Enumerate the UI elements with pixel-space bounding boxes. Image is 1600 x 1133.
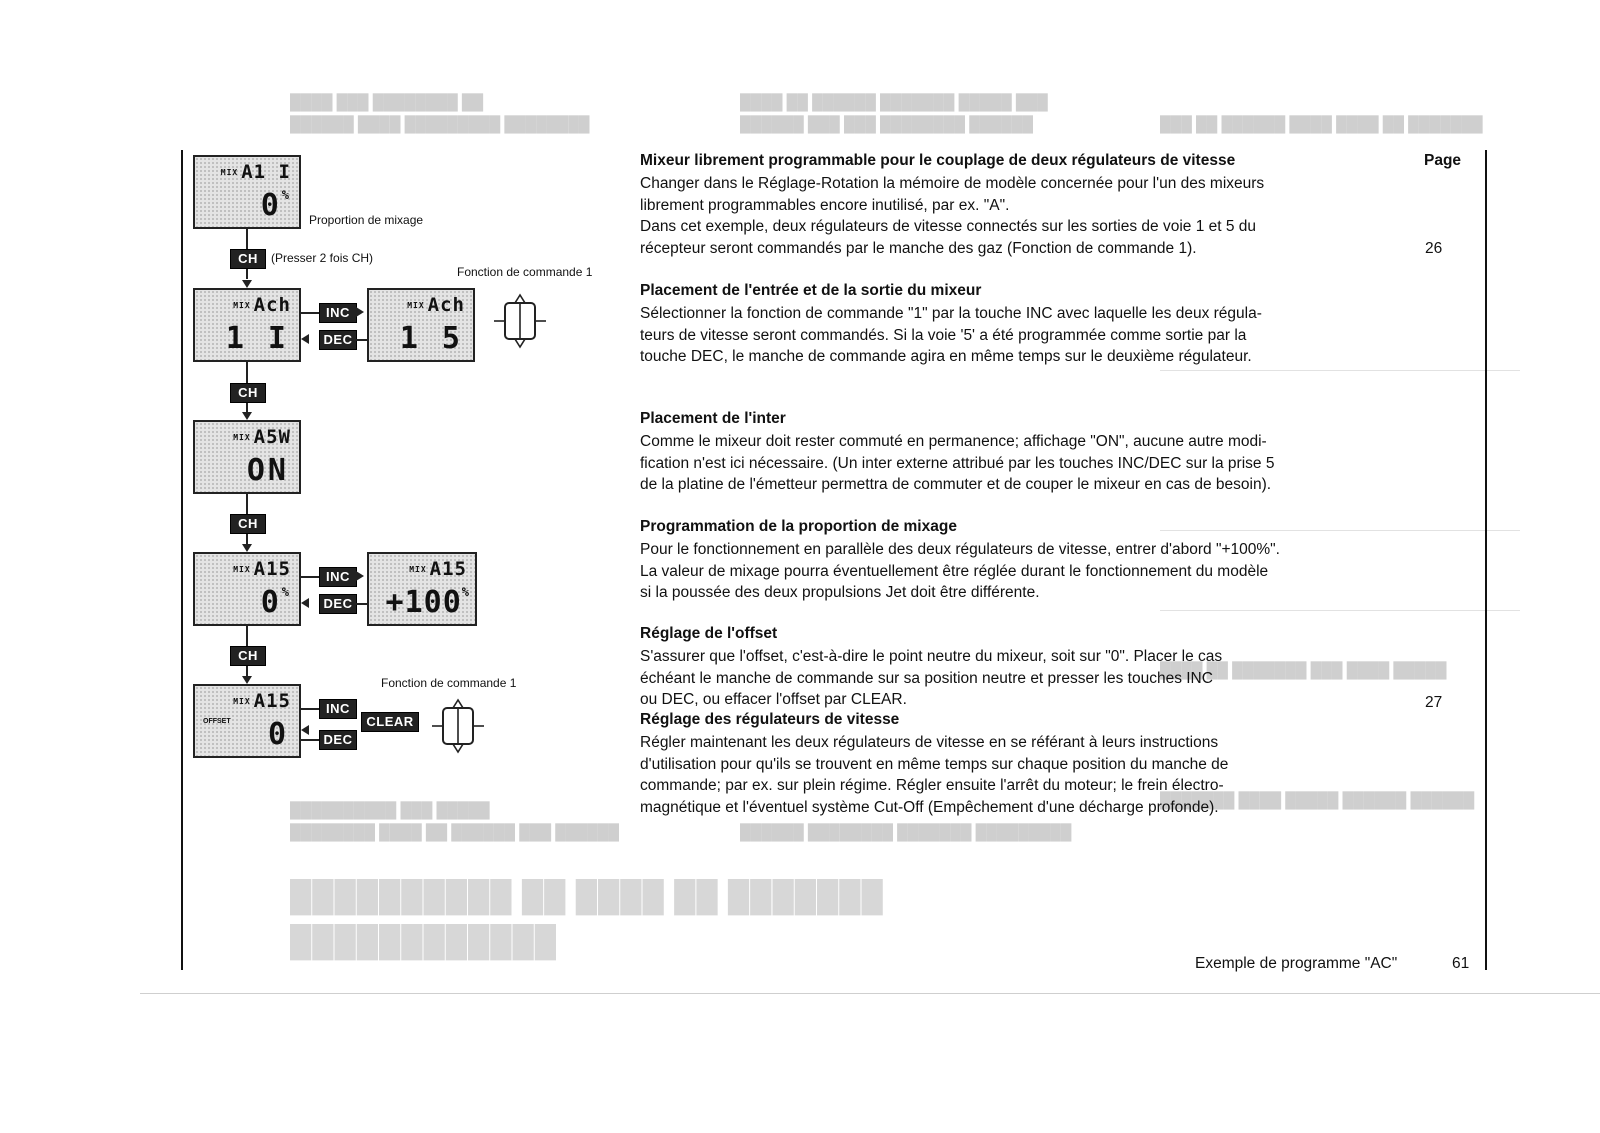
flow-arrow	[301, 334, 309, 344]
section-body-speed-controllers	[640, 732, 1420, 818]
page-ref-27: 27	[1425, 694, 1443, 711]
ghost-text: ████ ██ ███████ ███ ████ █████	[1160, 662, 1447, 679]
ghost-text: ██████ ████████ ███████ █████████	[740, 824, 1072, 841]
press-twice-note: (Presser 2 fois CH)	[271, 251, 374, 265]
lcd-value-text: 0	[267, 717, 289, 752]
text-line: Dans cet exemple, deux régulateurs de vitesse connectés sur les sorties de voie 1 et 5 du	[640, 218, 1257, 235]
ghost-text: ██████ ███ ███ ████████ ██████	[740, 116, 1033, 133]
flow-arrow	[356, 571, 364, 581]
ghost-rule	[1160, 530, 1520, 531]
page-ref-26: 26	[1425, 240, 1443, 257]
dec-key[interactable]: DEC	[319, 330, 357, 350]
lcd-value	[400, 321, 463, 356]
lcd-top	[233, 558, 291, 580]
text-line: Comme le mixeur doit rester commuté en permanence; affichage "ON", aucune autre modi-	[640, 433, 1267, 450]
lcd-value	[261, 585, 289, 620]
ghost-text: ███████ ████ █████ ██████ ██████	[1160, 792, 1475, 809]
mix-tag: MIX	[233, 697, 251, 706]
text-line: si la poussée des deux propulsions Jet doit être différente.	[640, 584, 1040, 601]
mix-tag: MIX	[233, 301, 251, 310]
flow-line	[301, 708, 319, 710]
mix-tag: MIX	[220, 168, 239, 177]
lcd-mix-value	[193, 552, 301, 626]
flow-arrow	[356, 307, 364, 317]
section-body-proportion	[640, 539, 1420, 604]
inc-key[interactable]: INC	[319, 303, 357, 323]
dec-key[interactable]: DEC	[319, 594, 357, 614]
lcd-top	[233, 426, 291, 448]
section-body-switch	[640, 431, 1420, 496]
lcd-unit: %	[281, 188, 289, 202]
text-line: récepteur seront commandés par le manche des gaz (Fonction de commande 1).	[640, 239, 1197, 257]
lcd-top	[409, 558, 467, 580]
flow-arrow	[301, 725, 309, 735]
text-line: Changer dans le Réglage-Rotation la mémoire de modèle concernée pour l'un des mixeurs	[640, 175, 1265, 192]
lcd-top	[221, 161, 291, 183]
lcd-value	[247, 453, 289, 488]
text-line: magnétique et l'éventuel système Cut-Off (Empêchement d'une décharge profonde).	[640, 798, 1219, 816]
ghost-text: ████ ██ ██████ ███████ █████ ███	[740, 94, 1048, 111]
flow-line	[355, 339, 367, 341]
clear-key[interactable]: CLEAR	[361, 712, 419, 732]
text-line: librement programmables encore inutilisé, par ex. "A".	[640, 196, 1010, 214]
flow-arrow	[242, 412, 252, 420]
ghost-heading: ████████████	[290, 926, 558, 959]
lcd-top-text: A15	[429, 558, 467, 580]
text-line: teurs de vitesse seront commandés. Si la voie '5' a été programmée comme sortie par la	[640, 326, 1247, 344]
lcd-value	[261, 188, 289, 223]
ghost-text: ████████ ████ ██ ██████ ███ ██████	[290, 824, 620, 841]
flow-line	[301, 739, 319, 741]
ghost-text: ████ ███ ████████ ██	[290, 94, 484, 111]
text-line: Pour le fonctionnement en parallèle des deux régulateurs de vitesse, entrer d'abord "+100%".	[640, 541, 1280, 558]
lcd-offset-tag: OFFSET	[203, 718, 231, 725]
flow-arrow	[301, 598, 309, 608]
lcd-top	[407, 294, 465, 316]
lcd-top-text: Ach	[253, 294, 291, 316]
text-line: échéant le manche de commande sur sa position neutre et presser les touches INC	[640, 669, 1213, 687]
flow-arrow	[242, 676, 252, 684]
lcd-value-text: +100	[385, 585, 462, 620]
text-line: d'utilisation pour qu'ils se trouvent en même temps sur chaque position du manche de	[640, 755, 1229, 773]
footer-title: Exemple de programme "AC"	[1195, 955, 1398, 972]
lcd-mix-output	[367, 288, 475, 362]
text-line: touche DEC, le manche de commande agira en même temps sur le deuxième régulateur.	[640, 348, 1252, 365]
lcd-mix-proportion	[193, 155, 301, 229]
section-title-proportion: Programmation de la proportion de mixage	[640, 518, 957, 535]
section-title-offset: Réglage de l'offset	[640, 625, 778, 642]
lcd-unit: %	[461, 585, 469, 599]
lcd-top-text: A1 I	[241, 161, 291, 183]
inc-key[interactable]: INC	[319, 699, 357, 719]
page-column-header: Page	[1424, 152, 1462, 169]
text-line: de la platine de l'émetteur permettra de commuter et de couper le mixeur en cas de besoin).	[640, 476, 1272, 493]
flow-line	[355, 603, 367, 605]
flow-arrow	[242, 280, 252, 288]
proportion-caption: Proportion de mixage	[309, 213, 424, 227]
dec-key[interactable]: DEC	[319, 730, 357, 750]
text-line: La valeur de mixage pourra éventuellement être réglée durant le fonctionnement du modèle	[640, 562, 1269, 580]
lcd-mix-input	[193, 288, 301, 362]
text-line: Régler maintenant les deux régulateurs de vitesse en se référant à leurs instructions	[640, 734, 1219, 751]
stick-function-icon	[430, 698, 486, 754]
lcd-top-text: A15	[253, 690, 291, 712]
lcd-top-text: Ach	[427, 294, 465, 316]
mix-tag: MIX	[233, 433, 251, 442]
text-line: commande; par ex. sur plein régime. Régler ensuite l'arrêt du moteur; le frein électro-	[640, 777, 1224, 794]
text-line: Sélectionner la fonction de commande "1" par la touche INC avec laquelle les deux régula-	[640, 305, 1262, 322]
lcd-value	[226, 321, 289, 356]
ch-key[interactable]: CH	[230, 383, 266, 403]
flow-arrow	[242, 544, 252, 552]
ch-key[interactable]: CH	[230, 646, 266, 666]
section-title-mixer: Mixeur librement programmable pour le couplage de deux régulateurs de vitesse	[640, 152, 1236, 169]
ghost-heading: ██████████ ██ ████ ██ ███████	[290, 881, 884, 914]
left-margin-line	[181, 150, 183, 970]
section-body-offset	[640, 646, 1420, 711]
section-title-switch: Placement de l'inter	[640, 410, 786, 427]
lcd-mix-offset	[193, 684, 301, 758]
footer-page-number: 61	[1452, 955, 1470, 972]
mix-tag: MIX	[409, 565, 427, 574]
right-margin-line	[1485, 150, 1487, 970]
ch-key[interactable]: CH	[230, 249, 266, 269]
lcd-value-text: 1 I	[225, 321, 289, 356]
ghost-rule	[1160, 370, 1520, 371]
lcd-value-text: 1 5	[399, 321, 463, 356]
bottom-edge-rule	[140, 993, 1600, 994]
lcd-mix-switch	[193, 420, 301, 494]
fonction-label-1: Fonction de commande 1	[457, 265, 593, 279]
flow-line	[301, 312, 319, 314]
lcd-value-text: 0	[260, 188, 282, 223]
flow-line	[301, 576, 319, 578]
lcd-value	[386, 585, 469, 620]
mix-tag: MIX	[233, 565, 251, 574]
ghost-rule	[1160, 610, 1520, 611]
ghost-text: ██████████ ███ █████	[290, 802, 490, 819]
lcd-top	[233, 294, 291, 316]
ghost-text: ██████ ████ █████████ ████████	[290, 116, 590, 133]
lcd-mix-value-set	[367, 552, 477, 626]
inc-key[interactable]: INC	[319, 567, 357, 587]
lcd-value	[268, 717, 289, 752]
ch-key[interactable]: CH	[230, 514, 266, 534]
stick-function-icon	[492, 293, 548, 349]
lcd-top	[233, 690, 291, 712]
section-body-input-output	[640, 303, 1420, 368]
text-line: S'assurer que l'offset, c'est-à-dire le point neutre du mixeur, soit sur "0". Placer le cas	[640, 648, 1223, 665]
section-body-mixer	[640, 173, 1420, 259]
mix-tag: MIX	[407, 301, 425, 310]
section-title-speed-controllers: Réglage des régulateurs de vitesse	[640, 711, 900, 728]
lcd-top-text: A15	[253, 558, 291, 580]
section-title-input-output: Placement de l'entrée et de la sortie du mixeur	[640, 282, 982, 299]
lcd-unit: %	[281, 585, 289, 599]
text-line: fication n'est ici nécessaire. (Un inter externe attribué par les touches INC/DEC sur la prise 5	[640, 454, 1275, 472]
lcd-top-text: A5W	[253, 426, 291, 448]
text-line: ou DEC, ou effacer l'offset par CLEAR.	[640, 691, 907, 708]
lcd-value-text: 0	[260, 585, 282, 620]
fonction-label-2: Fonction de commande 1	[381, 676, 517, 690]
ghost-text: ███ ██ ██████ ████ ████ ██ ███████	[1160, 116, 1483, 133]
lcd-value-text: ON	[246, 453, 289, 488]
